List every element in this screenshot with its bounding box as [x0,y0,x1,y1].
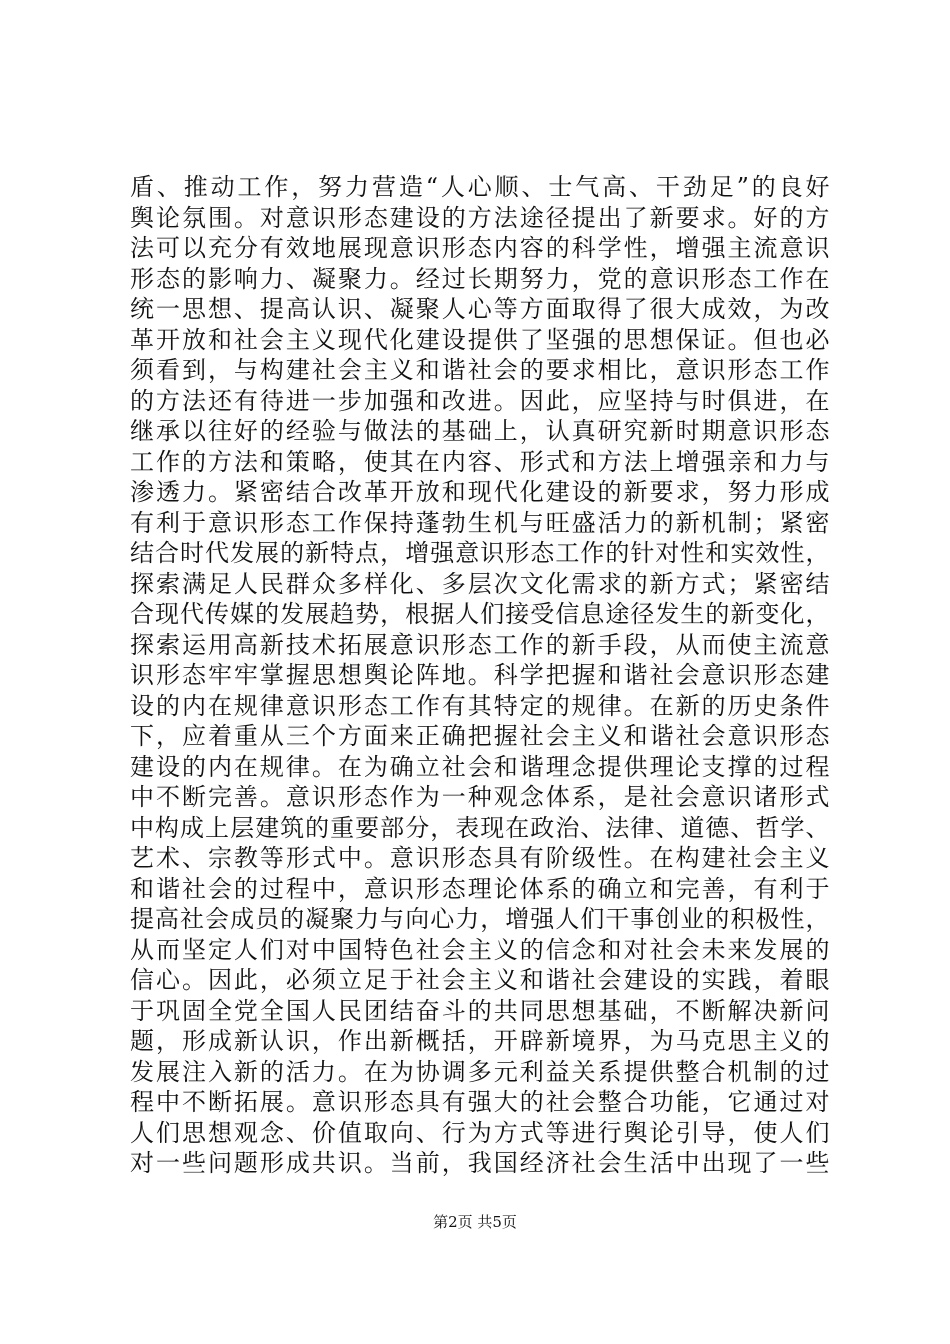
text-line: 中不断完善。意识形态作为一种观念体系，是社会意识诸形式 [130,783,830,811]
text-line: 识形态牢牢掌握思想舆论阵地。科学把握和谐社会意识形态建 [130,661,830,689]
text-line: 人们思想观念、价值取向、行为方式等进行舆论引导，使人们 [130,1118,830,1147]
text-line: 从而坚定人们对中国特色社会主义的信念和对社会未来发展的 [130,935,830,964]
text-line: 盾、推动工作，努力营造“人心顺、士气高、干劲足”的良好 [130,173,830,201]
body-text [130,172,830,1179]
text-line: 程中不断拓展。意识形态具有强大的社会整合功能，它通过对 [130,1088,830,1116]
page-footer: 第2页 共5页 [433,1213,517,1231]
text-line: 结合时代发展的新特点，增强意识形态工作的针对性和实效性， [130,539,830,567]
text-line: 设的内在规律意识形态工作有其特定的规律。在新的历史条件 [130,691,830,720]
text-line: 须看到，与构建社会主义和谐社会的要求相比，意识形态工作 [130,356,830,384]
text-line: 题，形成新认识，作出新概括，开辟新境界，为马克思主义的 [130,1027,830,1055]
text-line: 探索运用高新技术拓展意识形态工作的新手段，从而使主流意 [130,630,830,659]
text-line: 统一思想、提高认识、凝聚人心等方面取得了很大成效，为改 [130,295,830,323]
text-line: 渗透力。紧密结合改革开放和现代化建设的新要求，努力形成 [130,478,830,506]
text-line: 建设的内在规律。在为确立社会和谐理念提供理论支撑的过程 [130,752,830,781]
text-line: 于巩固全党全国人民团结奋斗的共同思想基础，不断解决新问 [130,996,830,1025]
text-line: 法可以充分有效地展现意识形态内容的科学性，增强主流意识 [130,234,830,262]
text-line: 工作的方法和策略，使其在内容、形式和方法上增强亲和力与 [130,447,830,476]
text-line: 中构成上层建筑的重要部分，表现在政治、法律、道德、哲学、 [130,813,830,842]
text-line: 艺术、宗教等形式中。意识形态具有阶级性。在构建社会主义 [130,844,830,872]
text-line: 革开放和社会主义现代化建设提供了坚强的思想保证。但也必 [130,325,830,354]
text-line: 舆论氛围。对意识形态建设的方法途径提出了新要求。好的方 [130,203,830,232]
text-line: 继承以往好的经验与做法的基础上，认真研究新时期意识形态 [130,417,830,445]
text-line: 对一些问题形成共识。当前，我国经济社会生活中出现了一些 [130,1149,830,1177]
text-line: 下，应着重从三个方面来正确把握社会主义和谐社会意识形态 [130,722,830,750]
text-line: 有利于意识形态工作保持蓬勃生机与旺盛活力的新机制；紧密 [130,508,830,537]
text-line: 探索满足人民群众多样化、多层次文化需求的新方式；紧密结 [130,569,830,598]
text-line: 发展注入新的活力。在为协调多元利益关系提供整合机制的过 [130,1057,830,1086]
text-line: 提高社会成员的凝聚力与向心力，增强人们干事创业的积极性， [130,905,830,933]
text-line: 形态的影响力、凝聚力。经过长期努力，党的意识形态工作在 [130,264,830,293]
text-line: 信心。因此，必须立足于社会主义和谐社会建设的实践，着眼 [130,966,830,994]
text-line: 合现代传媒的发展趋势，根据人们接受信息途径发生的新变化， [130,600,830,628]
text-line: 的方法还有待进一步加强和改进。因此，应坚持与时俱进，在 [130,386,830,415]
text-line: 和谐社会的过程中，意识形态理论体系的确立和完善，有利于 [130,874,830,903]
